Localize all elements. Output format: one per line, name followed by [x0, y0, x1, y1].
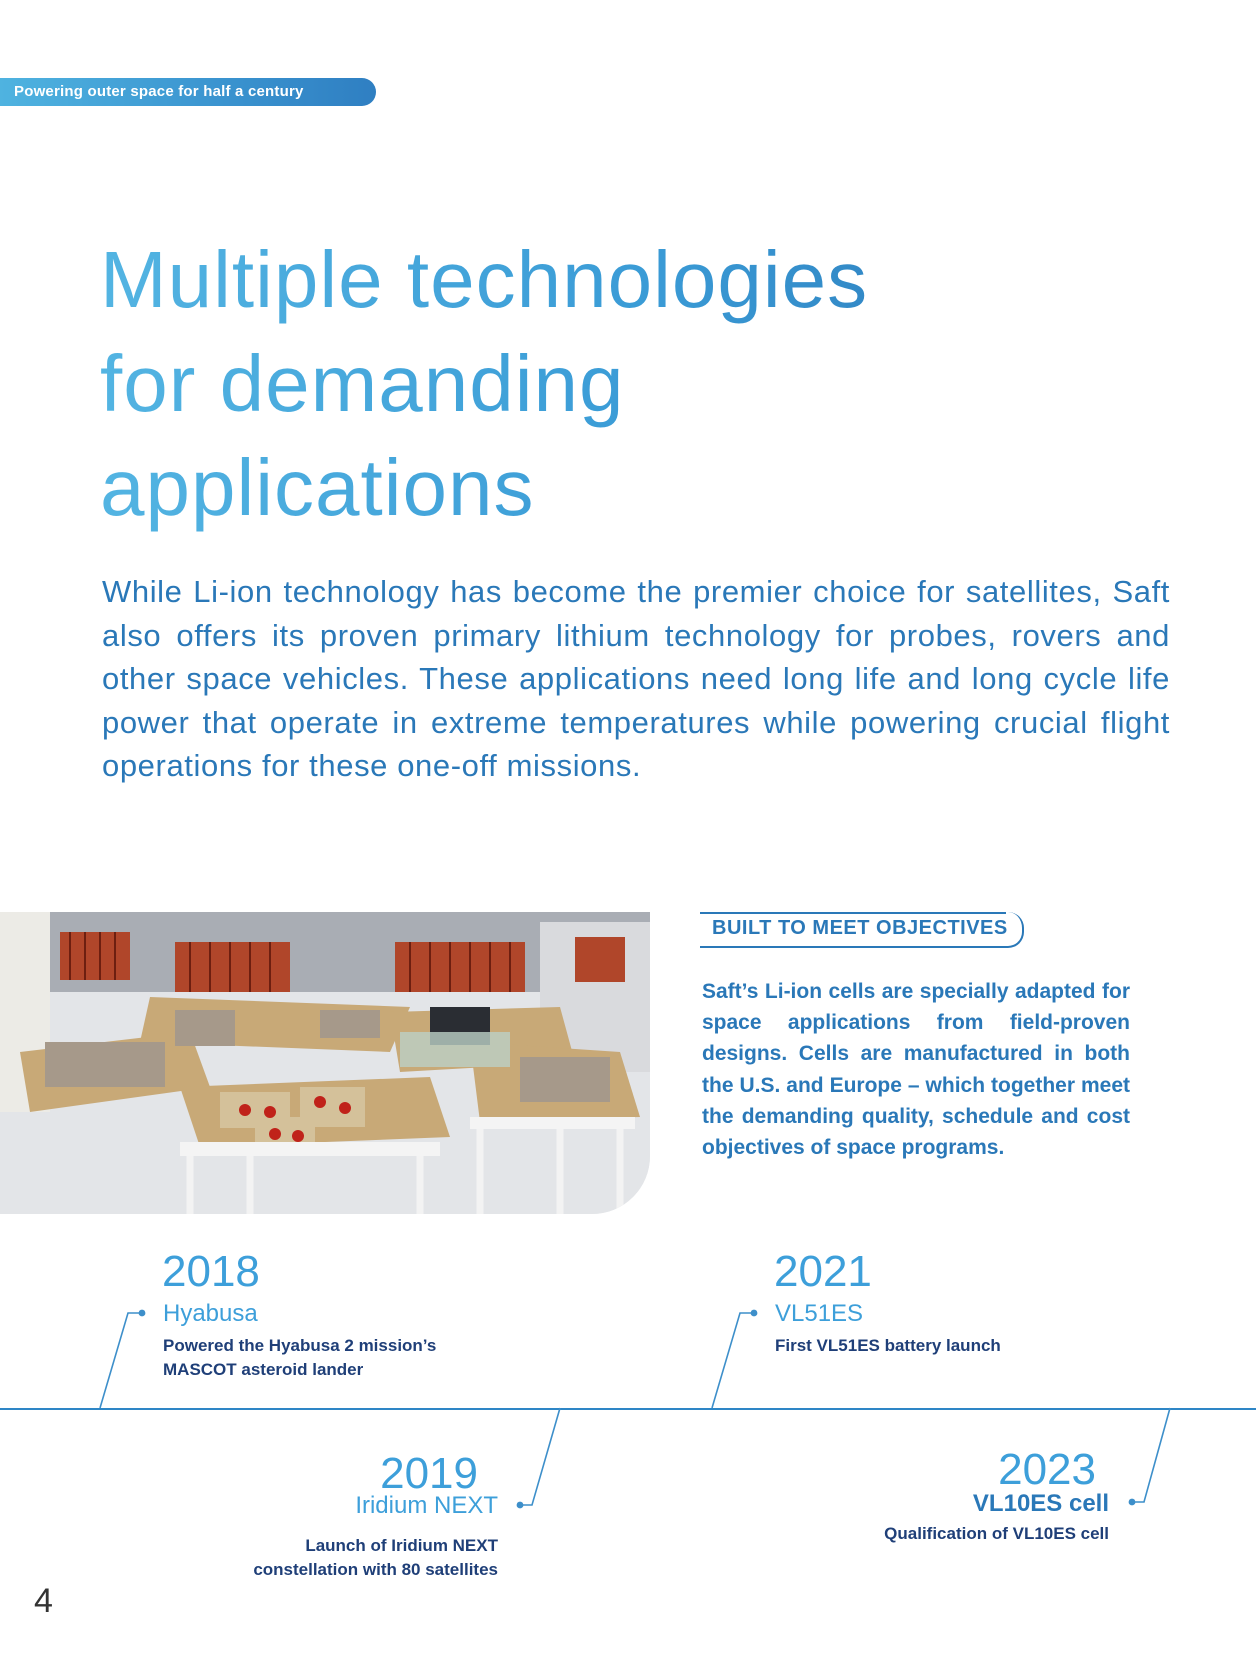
title-line-3: applications — [100, 443, 535, 532]
event-desc-vl10es: Qualification of VL10ES cell — [884, 1524, 1109, 1543]
event-desc-iridium-next — [200, 1534, 498, 1582]
title-line-2: for demanding — [100, 339, 625, 428]
intro-paragraph: While Li-ion technology has become the premier choice for satellites, Saft also offers its proven primary lithium technology for probes, rovers and other space vehicles. These applications need long life and long cycle life power that operate in extreme temperatures while powering crucial flight operations for these one-off missions. — [102, 574, 1170, 783]
year-2018: 2018 — [162, 1247, 260, 1296]
event-desc-line: MASCOT asteroid lander — [163, 1360, 364, 1379]
event-name-vl51es: VL51ES — [775, 1300, 864, 1327]
timeline-dot-2018 — [139, 1310, 146, 1317]
timeline-dot-2021 — [751, 1310, 758, 1317]
event-desc-line: Powered the Hyabusa 2 mission’s — [163, 1336, 437, 1355]
timeline-dot-2023 — [1129, 1499, 1136, 1506]
objectives-text: Saft’s Li-ion cells are specially adapted for space applications from field-proven designs. Cells are manufactured in both the U.S. and Europe – which together meet the demanding quality, schedule and cost objectives of space programs. — [702, 980, 1130, 1160]
event-name-hyabusa: Hyabusa — [163, 1300, 258, 1327]
section-tag: Powering outer space for half a century — [0, 78, 376, 106]
year-2019: 2019 — [380, 1449, 478, 1498]
year-2023: 2023 — [998, 1445, 1096, 1494]
event-name-iridium-next: Iridium NEXT — [355, 1492, 498, 1519]
event-desc-line: Launch of Iridium NEXT — [305, 1536, 498, 1555]
event-desc-line: constellation with 80 satellites — [253, 1560, 498, 1579]
event-name-vl10es: VL10ES cell — [972, 1490, 1109, 1517]
title-line-1: Multiple technologies — [100, 235, 869, 324]
event-desc-vl51es: First VL51ES battery launch — [775, 1336, 1001, 1355]
event-desc-hyabusa — [163, 1334, 436, 1382]
year-2021: 2021 — [774, 1247, 872, 1296]
objectives-label: BUILT TO MEET OBJECTIVES — [700, 912, 1024, 948]
timeline-dot-2019 — [517, 1502, 524, 1509]
page-number: 4 — [34, 1582, 53, 1620]
